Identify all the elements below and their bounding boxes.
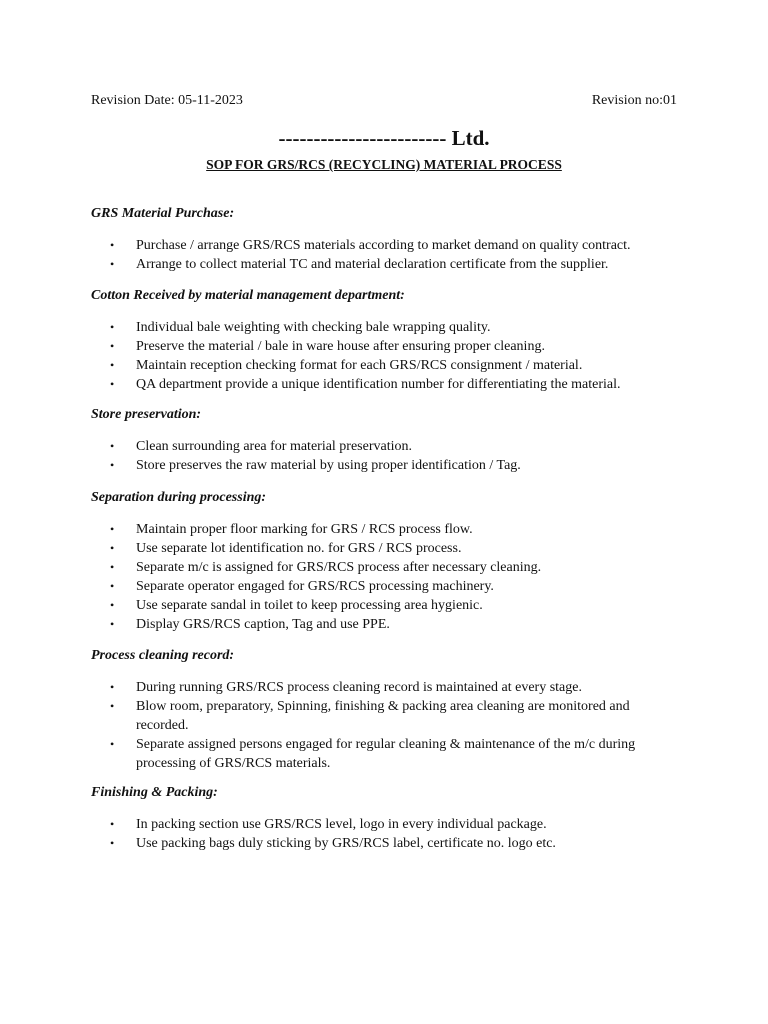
list-item-text: Arrange to collect material TC and material declaration certificate from the supplier.	[136, 257, 609, 272]
section-heading: Process cleaning record:	[91, 648, 235, 663]
list-item	[91, 834, 677, 853]
document-subtitle: SOP FOR GRS/RCS (RECYCLING) MATERIAL PROCESS	[206, 157, 562, 172]
section-heading: Finishing & Packing:	[91, 785, 218, 800]
list-item	[91, 678, 677, 697]
list-item-text: Separate m/c is assigned for GRS/RCS process after necessary cleaning.	[136, 560, 542, 575]
list-item-text: Use packing bags duly sticking by GRS/RCS label, certificate no. logo etc.	[136, 836, 556, 851]
section-store-preservation	[91, 406, 677, 475]
list-item-text: QA department provide a unique identification number for differentiating the material.	[136, 377, 621, 392]
section-separation-during-processing	[91, 489, 677, 634]
list-item-text: Individual bale weighting with checking bale wrapping quality.	[136, 320, 491, 335]
list-item-text: Preserve the material / bale in ware house after ensuring proper cleaning.	[136, 339, 545, 354]
section-process-cleaning-record	[91, 647, 677, 773]
section-heading: Separation during processing:	[91, 490, 267, 505]
bullet-icon: •	[110, 257, 115, 271]
bullet-icon: •	[110, 680, 115, 694]
bullet-list	[91, 520, 677, 634]
bullet-icon: •	[110, 579, 115, 593]
bullet-list	[91, 815, 677, 853]
list-item	[91, 697, 677, 735]
bullet-icon: •	[110, 817, 115, 831]
list-item-text: Clean surrounding area for material preservation.	[136, 439, 413, 454]
bullet-list	[91, 236, 677, 274]
bullet-icon: •	[110, 699, 115, 713]
bullet-icon: •	[110, 836, 115, 850]
bullet-icon: •	[110, 377, 115, 391]
bullet-icon: •	[110, 439, 115, 453]
list-item	[91, 375, 677, 394]
list-item	[91, 236, 677, 255]
list-item	[91, 356, 677, 375]
bullet-icon: •	[110, 238, 115, 252]
section-heading: GRS Material Purchase:	[91, 206, 235, 221]
list-item	[91, 337, 677, 356]
list-item	[91, 437, 677, 456]
section-finishing-and-packing	[91, 784, 677, 853]
list-item	[91, 255, 677, 274]
list-item-text: Use separate sandal in toilet to keep processing area hygienic.	[136, 598, 483, 613]
bullet-icon: •	[110, 522, 115, 536]
list-item	[91, 456, 677, 475]
bullet-list	[91, 437, 677, 475]
list-item-text: Display GRS/RCS caption, Tag and use PPE.	[136, 617, 390, 632]
list-item-text: Store preserves the raw material by using proper identification / Tag.	[136, 458, 521, 473]
list-item	[91, 577, 677, 596]
revision-header	[91, 92, 677, 110]
section-heading: Store preservation:	[91, 407, 202, 422]
list-item	[91, 735, 677, 773]
list-item-text: Use separate lot identification no. for GRS / RCS process.	[136, 541, 462, 556]
list-item	[91, 318, 677, 337]
list-item	[91, 615, 677, 634]
bullet-list	[91, 318, 677, 394]
bullet-icon: •	[110, 320, 115, 334]
list-item	[91, 539, 677, 558]
section-cotton-received	[91, 287, 677, 394]
list-item-text: Maintain proper floor marking for GRS / RCS process flow.	[136, 522, 473, 537]
list-item-text: Separate assigned persons engaged for regular cleaning & maintenance of the m/c during processing of GRS/RCS materials.	[136, 737, 636, 771]
bullet-icon: •	[110, 598, 115, 612]
list-item-text: Maintain reception checking format for each GRS/RCS consignment / material.	[136, 358, 583, 373]
bullet-list	[91, 678, 677, 773]
bullet-icon: •	[110, 458, 115, 472]
section-heading: Cotton Received by material management department:	[91, 288, 405, 303]
section-grs-material-purchase	[91, 205, 677, 274]
bullet-icon: •	[110, 617, 115, 631]
bullet-icon: •	[110, 339, 115, 353]
list-item-text: In packing section use GRS/RCS level, logo in every individual package.	[136, 817, 547, 832]
list-item	[91, 558, 677, 577]
bullet-icon: •	[110, 541, 115, 555]
revision-date: Revision Date: 05-11-2023	[91, 93, 243, 108]
list-item	[91, 596, 677, 615]
list-item	[91, 520, 677, 539]
bullet-icon: •	[110, 737, 115, 751]
list-item-text: Blow room, preparatory, Spinning, finishing & packing area cleaning are monitored and recorded.	[136, 699, 630, 733]
bullet-icon: •	[110, 560, 115, 574]
list-item-text: Separate operator engaged for GRS/RCS processing machinery.	[136, 579, 494, 594]
list-item-text: During running GRS/RCS process cleaning record is maintained at every stage.	[136, 680, 582, 695]
bullet-icon: •	[110, 358, 115, 372]
revision-number: Revision no:01	[591, 93, 677, 108]
list-item	[91, 815, 677, 834]
list-item-text: Purchase / arrange GRS/RCS materials according to market demand on quality contract.	[136, 238, 631, 253]
company-title: ------------------------ Ltd.	[278, 126, 490, 150]
